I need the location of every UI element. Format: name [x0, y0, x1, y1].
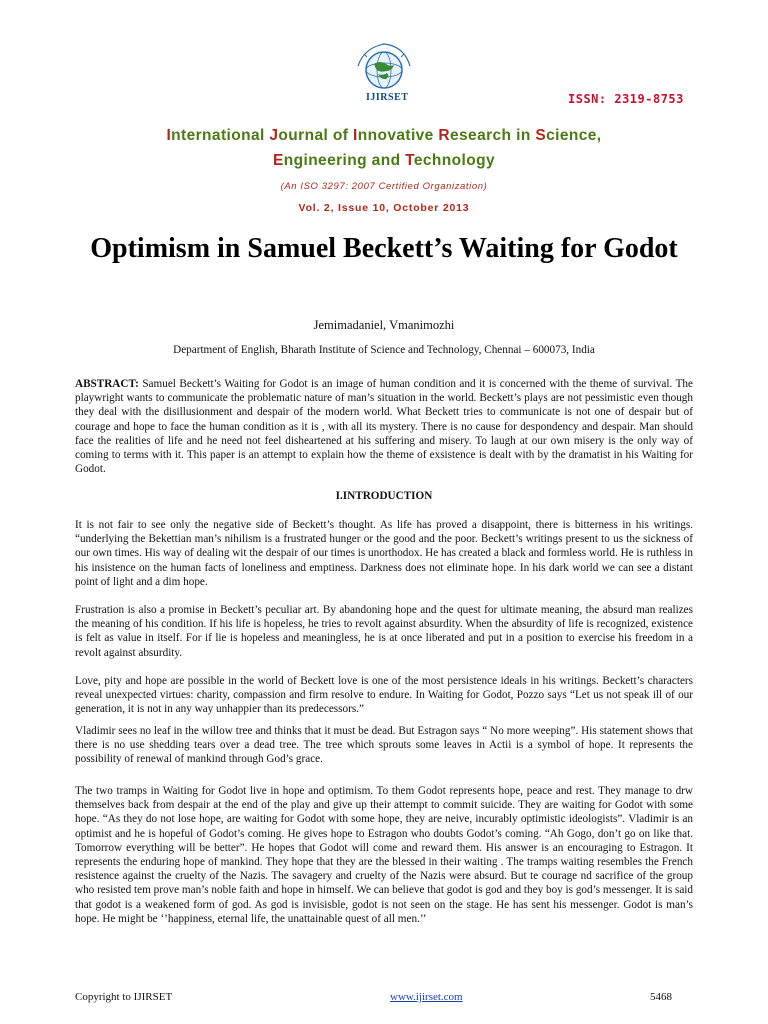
paragraph: It is not fair to see only the negative side of Beckett’s thought. As life has proved a disappoint, there is bitterness in his writings. “underlying the Bekettian man’s nihilism is a frustrated hunger or the good and the poor. Beckett’s writings present to us the sickness of our own times. His way of dealing wit the despair of our times is unorthodox. He has created a black and formless world. He is ruthless in his insistence on the human facts of loneliness and emptiness. Darkness does not eliminate hope. In his dark world we can see a distant point of light and a dim hope.	[75, 519, 693, 588]
journal-name-line-1: International Journal of Innovative Research in Science,	[166, 127, 602, 144]
article-title: Optimism in Samuel Beckett’s Waiting for Godot	[90, 233, 678, 264]
abstract-text: Samuel Beckett’s Waiting for Godot is an image of human condition and it is concerned with the theme of survival. The playwright wants to communicate the problematic nature of man’s situation in the world. Beckett’s plays are not pessimistic even though they deal with the disillusionment and despair of the modern world. What Beckett tries to communicate is not one of despair but of courage and hope to face the human condition as it is , with all its mystery. There is no cause for despondency and despair. Man should face the realities of life and he need not feel disheartened at his suffering and misery. To laugh at our own misery is the only way of coming to terms with it. This paper is an attempt to explain how the theme of exsistence is dealt with by the dramatist in his Waiting for Godot.	[75, 378, 693, 476]
logo-text: IJIRSET	[366, 92, 409, 103]
abstract-label: ABSTRACT:	[75, 378, 139, 390]
author-affiliation: Department of English, Bharath Institute of Science and Technology, Chennai – 600073, India	[173, 344, 595, 356]
iso-certification: (An ISO 3297: 2007 Certified Organization)	[280, 181, 488, 192]
footer-copyright: Copyright to IJIRSET	[75, 991, 173, 1003]
paragraph: The two tramps in Waiting for Godot live in hope and optimism. To them Godot represents hope, peace and rest. They manage to drw themselves back from despair at the end of the play and give up their attempt to commit suicide. They are waiting for Godot with some hope. “As they do not lose hope, are waiting for Godot with some hope, they are neive, incurably optimistic ideologists”. Vladimir is an optimist and he is hopeful of Godot’s coming. He gives hope to Estragon who doubts Godot’s coming. “Ah Gogo, don’t go on like that. Tomorrow everything will be better”. He hopes that Godot will come and reward them. His answer is an encouraging to Estragon. It represents the enduring hope of mankind. They hope that they are the blessed in their waiting . The tramps waiting resembles the French resistence against the cruelty of the Nazis. The savagery and cruelty of the Nazis were absurd. But te courage nd sacrifice of the group who resisted tem prove man’s noble faith and hope in himself. We can believe that godot is god and they boy is god’s messenger. It is said that godot is a weakened form of god. As god is invisisble, godot is not seen on the stage. He has sent his messenger. Godot is man’s hope. He might be ‘’happiness, eternal life, the unattainable quest of all men.’’	[75, 785, 693, 925]
volume-issue: Vol. 2, Issue 10, October 2013	[298, 202, 470, 214]
section-heading: I.INTRODUCTION	[335, 490, 433, 502]
abstract	[75, 377, 693, 476]
article-authors: Jemimadaniel, Vmanimozhi	[313, 318, 455, 332]
paragraph: Love, pity and hope are possible in the world of Beckett love is one of the most persistence ideals in his writings. Beckett’s characters reveal unexpected virtues: charity, compassion and firm resolve to endure. In Waiting for Godot, Pozzo says “Let us not speak ill of our generation, it is not in any way unhappier than its predecessors.”	[75, 675, 693, 716]
globe-logo-icon	[344, 40, 424, 92]
journal-name-line-2: Engineering and Technology	[273, 152, 495, 169]
issn-number: ISSN: 2319-8753	[568, 92, 684, 106]
paragraph: Vladimir sees no leaf in the willow tree and thinks that it must be dead. But Estragon says “ No more weeping”. His statement shows that there is no use shedding tears over a dead tree. The tree which sprouts some leaves in Actii is a symbol of hope. It represents the possibility of renewal of mankind through God’s grace.	[75, 725, 693, 766]
paragraph: Frustration is also a promise in Beckett’s peculiar art. By abandoning hope and the quest for ultimate meaning, the absurd man realizes the meaning of his condition. If his life is hopeless, he tries to revolt against absurdity. When the absurdity of life is recognized, existence is felt as value in itself. For if lie is hopeless and meaningless, he is at once liberated and put in a position to exercise his freedom in a revolt against absurdity.	[75, 604, 693, 659]
footer-website-link[interactable]: www.ijirset.com	[390, 991, 463, 1003]
footer-page-number: 5468	[650, 991, 672, 1003]
